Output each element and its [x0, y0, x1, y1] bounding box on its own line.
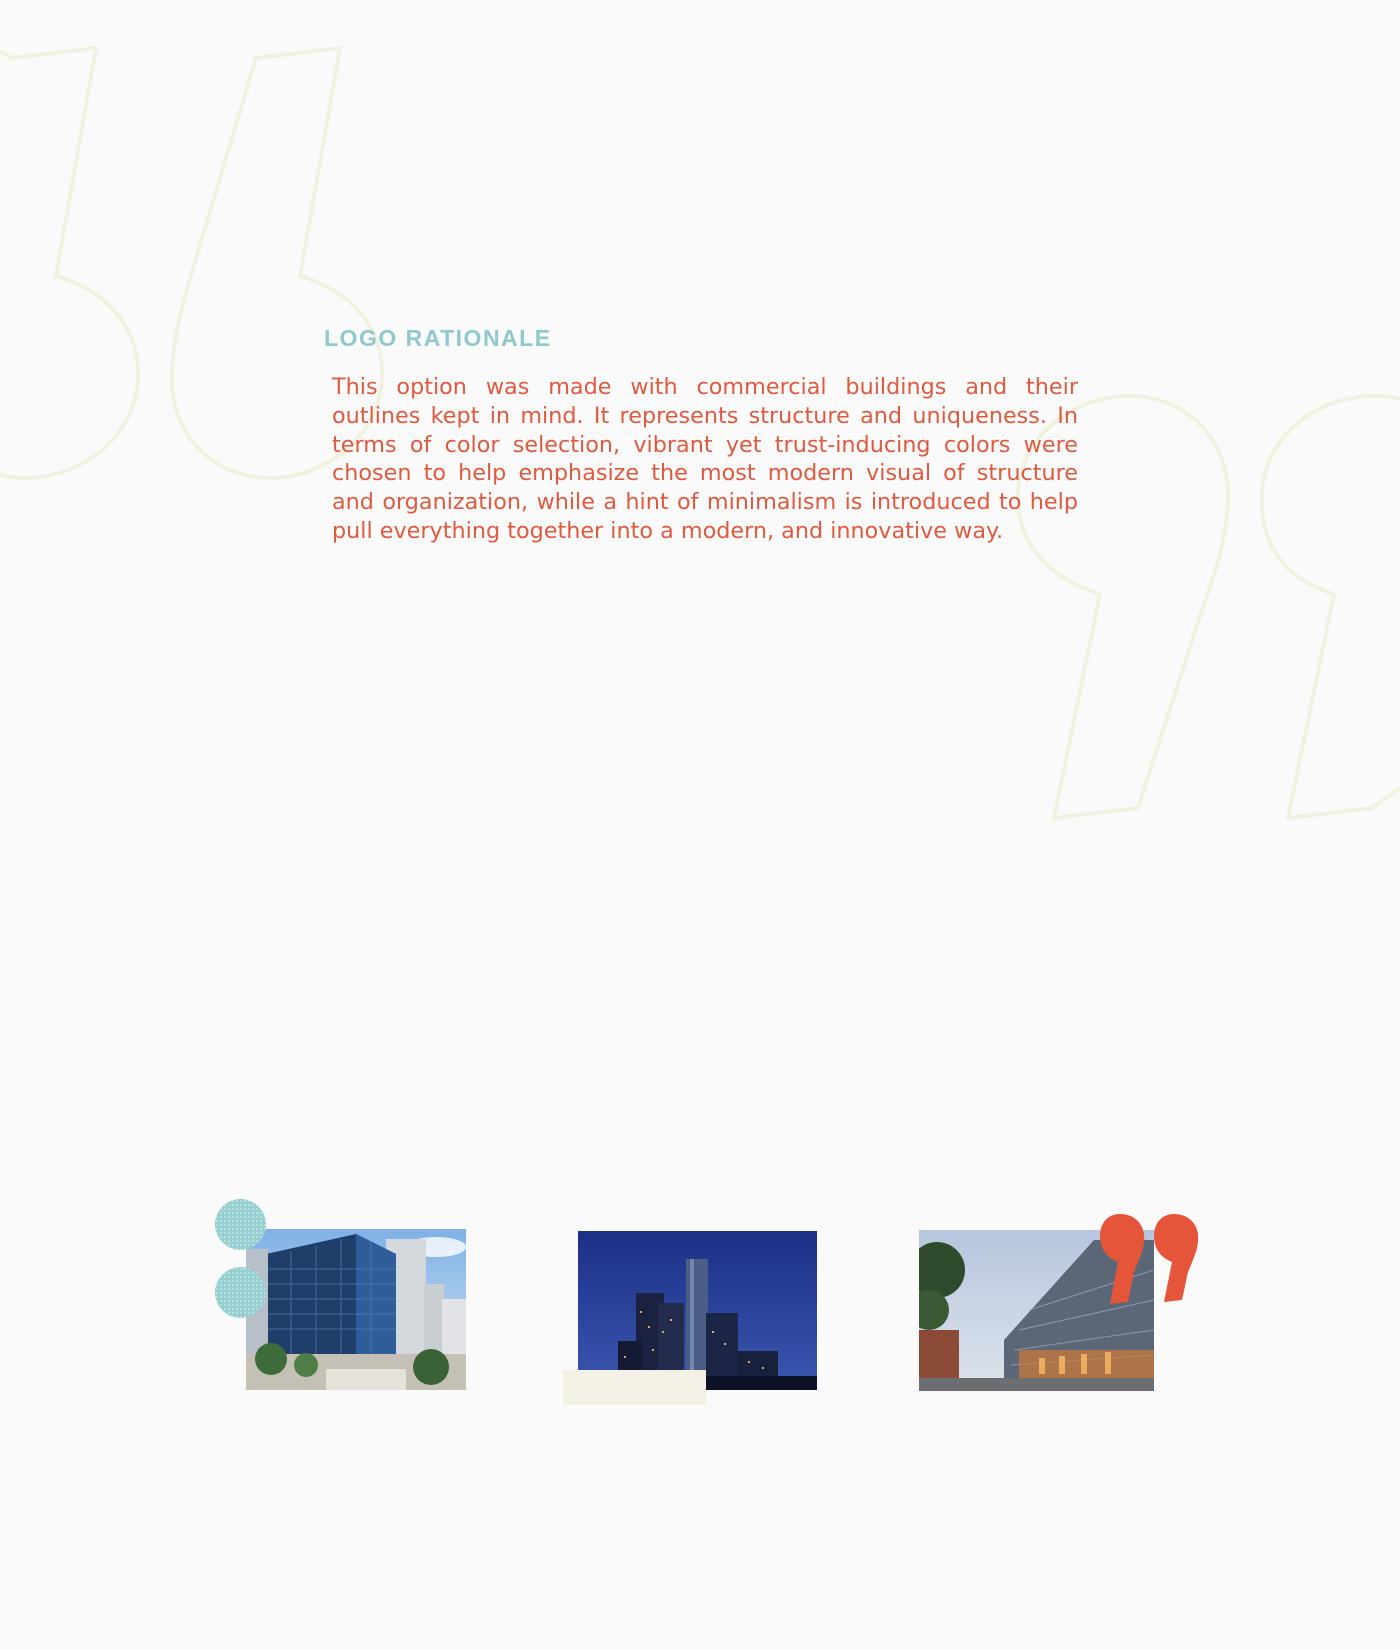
- rationale-paragraph: This option was made with commercial buildings and their outlines kept in mind. It represents structure and uniqueness. In terms of color selection, vibrant yet trust-inducing colors were chosen to help emphasize the most modern visual of structure and organization, while a hint of minimalism is introduced to help pull everything together into a modern, and innovative way.: [332, 374, 1078, 544]
- city-skyline-night: [578, 1231, 817, 1390]
- teal-dot: [215, 1267, 266, 1318]
- section-title: LOGO RATIONALE: [324, 325, 552, 351]
- teal-dot: [215, 1199, 266, 1250]
- beige-accent-block: [563, 1370, 706, 1405]
- close-quote-icon: [1100, 1212, 1198, 1305]
- close-quote-outline-icon: [1262, 396, 1400, 818]
- open-quote-outline-icon: [0, 40, 138, 478]
- office-building-daytime: [246, 1229, 466, 1390]
